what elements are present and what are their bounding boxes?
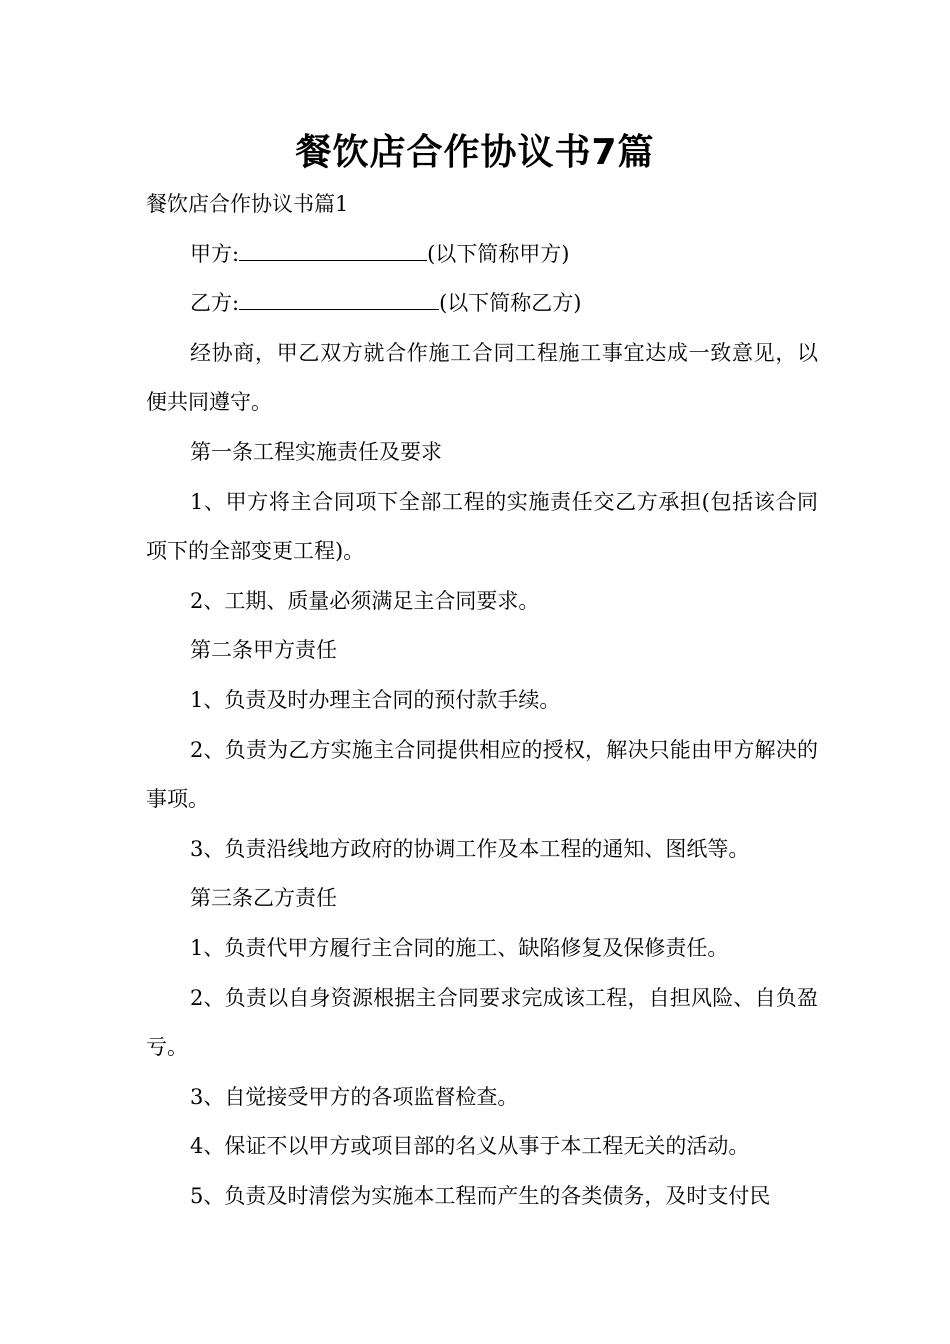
document-title: 餐饮店合作协议书7篇	[295, 132, 655, 173]
paragraph: 1、负责及时办理主合同的预付款手续。	[190, 687, 561, 712]
paragraph: 3、负责沿线地方政府的协调工作及本工程的通知、图纸等。	[190, 836, 750, 861]
article-heading: 第三条乙方责任	[190, 886, 337, 911]
paragraph: 2、负责以自身资源根据主合同要求完成该工程，自担风险、自负盈亏。	[146, 985, 818, 1060]
paragraph: 2、负责为乙方实施主合同提供相应的授权，解决只能由甲方解决的事项。	[146, 737, 818, 812]
party-b-line	[146, 279, 818, 329]
party-a-suffix: (以下简称甲方)	[427, 241, 570, 266]
party-b-blank	[239, 289, 439, 310]
document-body	[146, 180, 818, 1221]
party-a-blank	[239, 240, 427, 261]
party-a-line	[146, 230, 818, 280]
party-a-label: 甲方:	[190, 241, 240, 266]
party-b-suffix: (以下简称乙方)	[439, 291, 582, 316]
paragraph: 4、保证不以甲方或项目部的名义从事于本工程无关的活动。	[190, 1134, 750, 1159]
party-b-label: 乙方:	[190, 291, 240, 316]
paragraph: 3、自觉接受甲方的各项监督检查。	[190, 1084, 519, 1109]
paragraph: 经协商，甲乙双方就合作施工合同工程施工事宜达成一致意见，以便共同遵守。	[146, 340, 818, 415]
paragraph: 1、甲方将主合同项下全部工程的实施责任交乙方承担(包括该合同项下的全部变更工程)。	[146, 489, 818, 564]
paragraph: 5、负责及时清偿为实施本工程而产生的各类债务，及时支付民	[190, 1183, 771, 1208]
article-heading: 第一条工程实施责任及要求	[190, 439, 442, 464]
section-heading: 餐饮店合作协议书篇1	[146, 192, 349, 216]
paragraph: 1、负责代甲方履行主合同的施工、缺陷修复及保修责任。	[190, 935, 729, 960]
article-heading: 第二条甲方责任	[190, 638, 337, 663]
paragraph: 2、工期、质量必须满足主合同要求。	[190, 588, 540, 613]
